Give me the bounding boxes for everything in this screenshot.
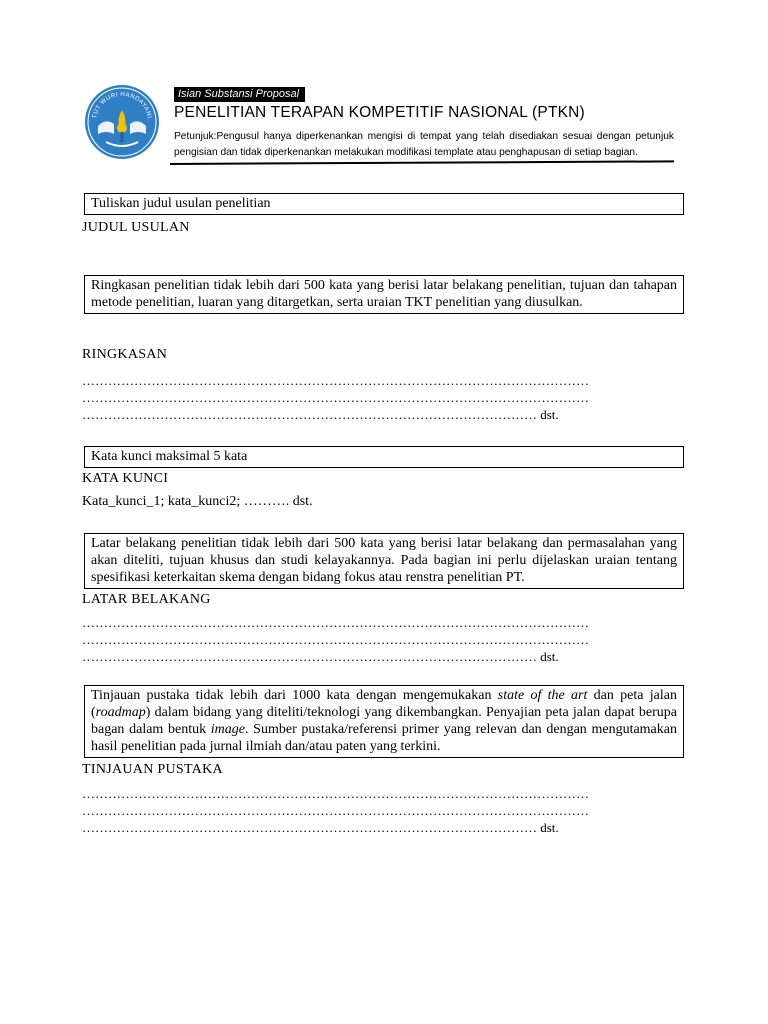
- institution-logo-icon: [84, 84, 160, 160]
- tinjauan-hint-part-4: . Sumber pustaka/referensi primer yang relevan dan dengan mengutamakan hasil penelitian pada jurnal ilmiah dan/atau paten yang terkini.: [91, 722, 677, 754]
- logo-text: TUT WURI HANDAYANI: [91, 90, 153, 120]
- tinjauan-hint-part-1: Tinjauan pustaka tidak lebih dari 1000 kata dengan mengemukakan: [91, 688, 498, 703]
- tinjauan-hint-part-3: ) dalam bidang yang diteliti/teknologi yang dikembangkan. Penyajian peta jalan dapat berupa bagan dalam bentuk: [91, 705, 677, 737]
- ringkasan-line-1: ………………………………………………………………………………………………………: [82, 373, 589, 388]
- tinjauan-hint-em-1: state of the art: [497, 688, 588, 703]
- tinjauan-pustaka-line-3: …………………………………………………………………………………………… dst.: [82, 820, 559, 835]
- kata-kunci-hint: Kata kunci maksimal 5 kata: [91, 449, 248, 464]
- document-title: PENELITIAN TERAPAN KOMPETITIF NASIONAL (PTKN): [174, 104, 585, 121]
- tinjauan-hint-em-2: roadmap: [95, 705, 146, 720]
- proposal-tag: Isian Substansi Proposal: [174, 87, 305, 102]
- tinjauan-pustaka-line-2: ………………………………………………………………………………………………………: [82, 803, 589, 818]
- header-divider: [170, 160, 674, 165]
- tinjauan-hint-em-3: image: [210, 722, 245, 737]
- ringkasan-heading: RINGKASAN: [82, 347, 168, 362]
- tinjauan-pustaka-heading: TINJAUAN PUSTAKA: [82, 762, 223, 777]
- judul-heading: JUDUL USULAN: [82, 220, 190, 235]
- latar-belakang-line-2: ………………………………………………………………………………………………………: [82, 632, 589, 647]
- tinjauan-pustaka-hint-box: [84, 685, 684, 758]
- tinjauan-pustaka-line-1: ………………………………………………………………………………………………………: [82, 786, 589, 801]
- tinjauan-hint-part-2: dan peta jalan (: [91, 688, 677, 720]
- instruction-text: Petunjuk:Pengusul hanya diperkenankan mengisi di tempat yang telah disediakan sesuai dengan petunjuk pengisian dan tidak diperkenankan melakukan modifikasi template atau penghapusan di setiap bagian.: [174, 131, 674, 158]
- latar-belakang-hint-box: [84, 533, 684, 589]
- kata-kunci-value: Kata_kunci_1; kata_kunci2; ………. dst.: [82, 494, 313, 509]
- judul-hint: Tuliskan judul usulan penelitian: [91, 196, 271, 211]
- kata-kunci-hint-box: [84, 446, 684, 468]
- ringkasan-hint: Ringkasan penelitian tidak lebih dari 500 kata yang berisi latar belakang penelitian, tujuan dan tahapan metode penelitian, luaran yang ditargetkan, serta uraian TKT penelitian yang diusulkan.: [91, 278, 677, 310]
- ringkasan-line-2: ………………………………………………………………………………………………………: [82, 390, 589, 405]
- latar-belakang-line-1: ………………………………………………………………………………………………………: [82, 615, 589, 630]
- kata-kunci-heading: KATA KUNCI: [82, 471, 169, 486]
- judul-hint-box: [84, 193, 684, 215]
- latar-belakang-heading: LATAR BELAKANG: [82, 592, 211, 607]
- latar-belakang-line-3: …………………………………………………………………………………………… dst.: [82, 649, 559, 664]
- ringkasan-hint-box: [84, 275, 684, 314]
- ringkasan-line-3: …………………………………………………………………………………………… dst.: [82, 407, 559, 422]
- latar-belakang-hint: Latar belakang penelitian tidak lebih dari 500 kata yang berisi latar belakang dan permasalahan yang akan diteliti, tujuan khusus dan studi kelayakannya. Pada bagian ini perlu dijelaskan uraian tentang spesifikasi keterkaitan skema dengan bidang fokus atau renstra penelitian PT.: [91, 536, 677, 585]
